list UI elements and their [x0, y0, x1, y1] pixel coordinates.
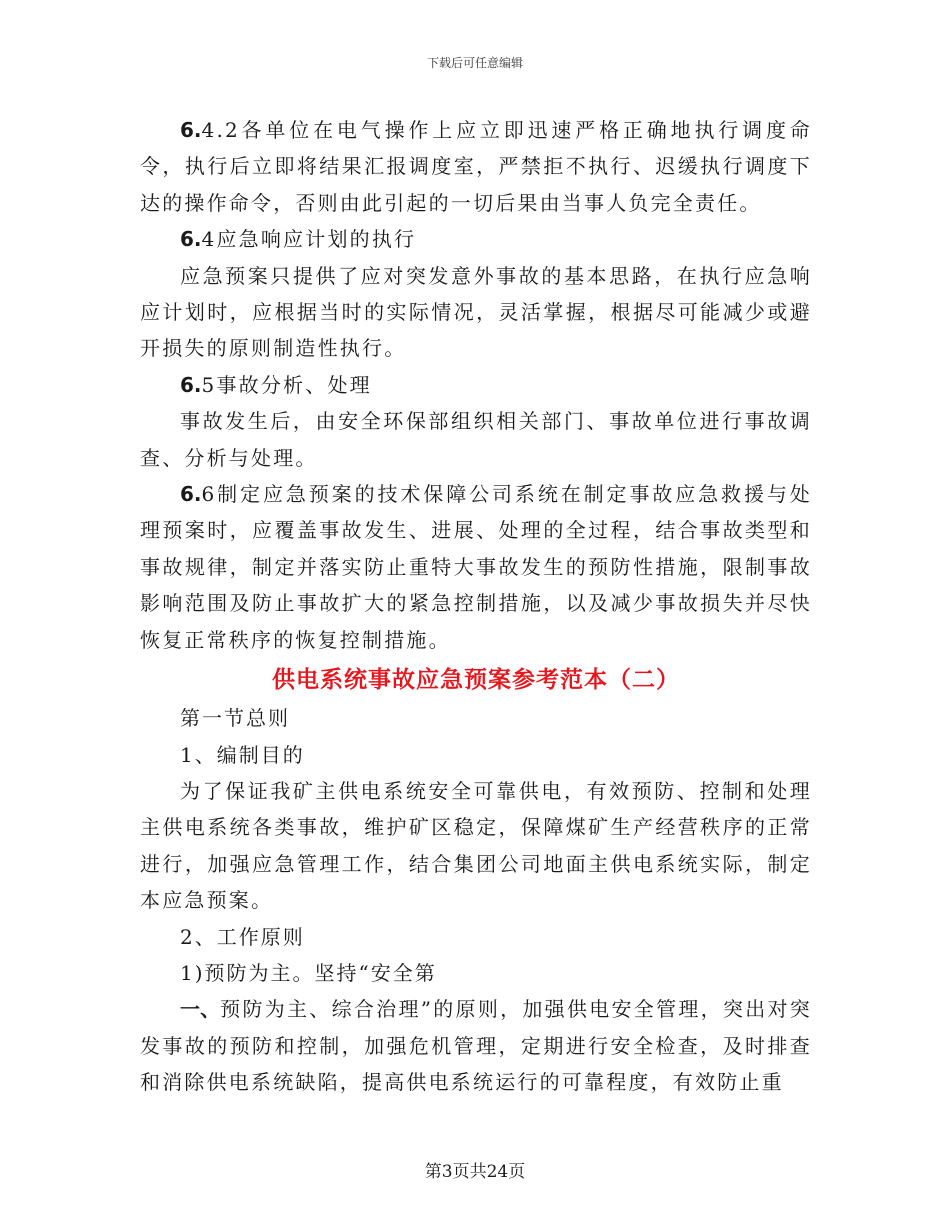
section-title: 供电系统事故应急预案参考范本（二） — [272, 667, 680, 694]
item-number: 2 — [180, 924, 195, 949]
clause-number: 6. — [180, 118, 202, 142]
paragraph-text: 预防为主、综合治理”的原则，加强供电安全管理，突出对突发事故的预防和控制，加强危机管理，定期进行安全检查，及时排查和消除供电系统缺陷，提高供电系统运行的可靠程度，有效防止重 — [140, 997, 813, 1095]
item-heading-1 — [140, 737, 812, 773]
paragraph-prevention — [140, 991, 812, 1100]
paragraph-text: 4.2各单位在电气操作上应立即迅速严格正确地执行调度命令，执行后立即将结果汇报调度室，严禁拒不执行、迟缓执行调度下达的操作命令，否则由此引起的一切后果由当事人负完全责任。 — [140, 118, 812, 215]
clause-number: 6. — [180, 227, 202, 252]
page-header: 下载后可任意编辑 — [426, 56, 523, 70]
page-number: 第3页共24页 — [424, 1162, 526, 1182]
paragraph-lead: 一、 — [180, 997, 221, 1022]
paragraph-6-4-2 — [140, 112, 812, 221]
item-number: 1 — [180, 742, 195, 767]
paragraph-6-6 — [140, 476, 812, 658]
item-heading-text: 、工作原则 — [194, 924, 305, 949]
heading-6-4 — [140, 221, 812, 257]
document-body — [140, 112, 812, 1101]
paragraph-text: 6制定应急预案的技术保障公司系统在制定事故应急救援与处理预案时，应覆盖事故发生、进展、处理的全过程，结合事故类型和事故规律，制定并落实防止重特大事故发生的预防性措施，限制事故影响范围及防止事故扩大的紧急控制措施，以及减少事故损失并尽快恢复正常秩序的恢复控制措施。 — [140, 482, 812, 652]
clause-number: 6. — [180, 372, 202, 397]
paragraph-emergency-plan: 应急预案只提供了应对突发意外事故的基本思路，在执行应急响应计划时，应根据当时的实际情况，灵活掌握，根据尽可能减少或避开损失的原则制造性执行。 — [140, 263, 812, 361]
clause-number: 6. — [180, 482, 202, 507]
chapter-heading: 第一节总则 — [180, 706, 290, 731]
item-heading-text: 、编制目的 — [194, 742, 305, 767]
item-heading-2 — [140, 919, 812, 955]
heading-6-5 — [140, 367, 812, 403]
paragraph-accident-analysis: 事故发生后，由安全环保部组织相关部门、事故单位进行事故调查、分析与处理。 — [140, 409, 812, 470]
sub-item-1: 1)预防为主。坚持“安全第 — [180, 960, 437, 985]
heading-text: 4应急响应计划的执行 — [201, 227, 417, 252]
paragraph-purpose: 为了保证我矿主供电系统安全可靠供电，有效预防、控制和处理主供电系统各类事故，维护矿区稳定，保障煤矿生产经营秩序的正常进行，加强应急管理工作，结合集团公司地面主供电系统实际，制定本应急预案。 — [140, 778, 812, 913]
heading-text: 5事故分析、处理 — [201, 372, 372, 397]
